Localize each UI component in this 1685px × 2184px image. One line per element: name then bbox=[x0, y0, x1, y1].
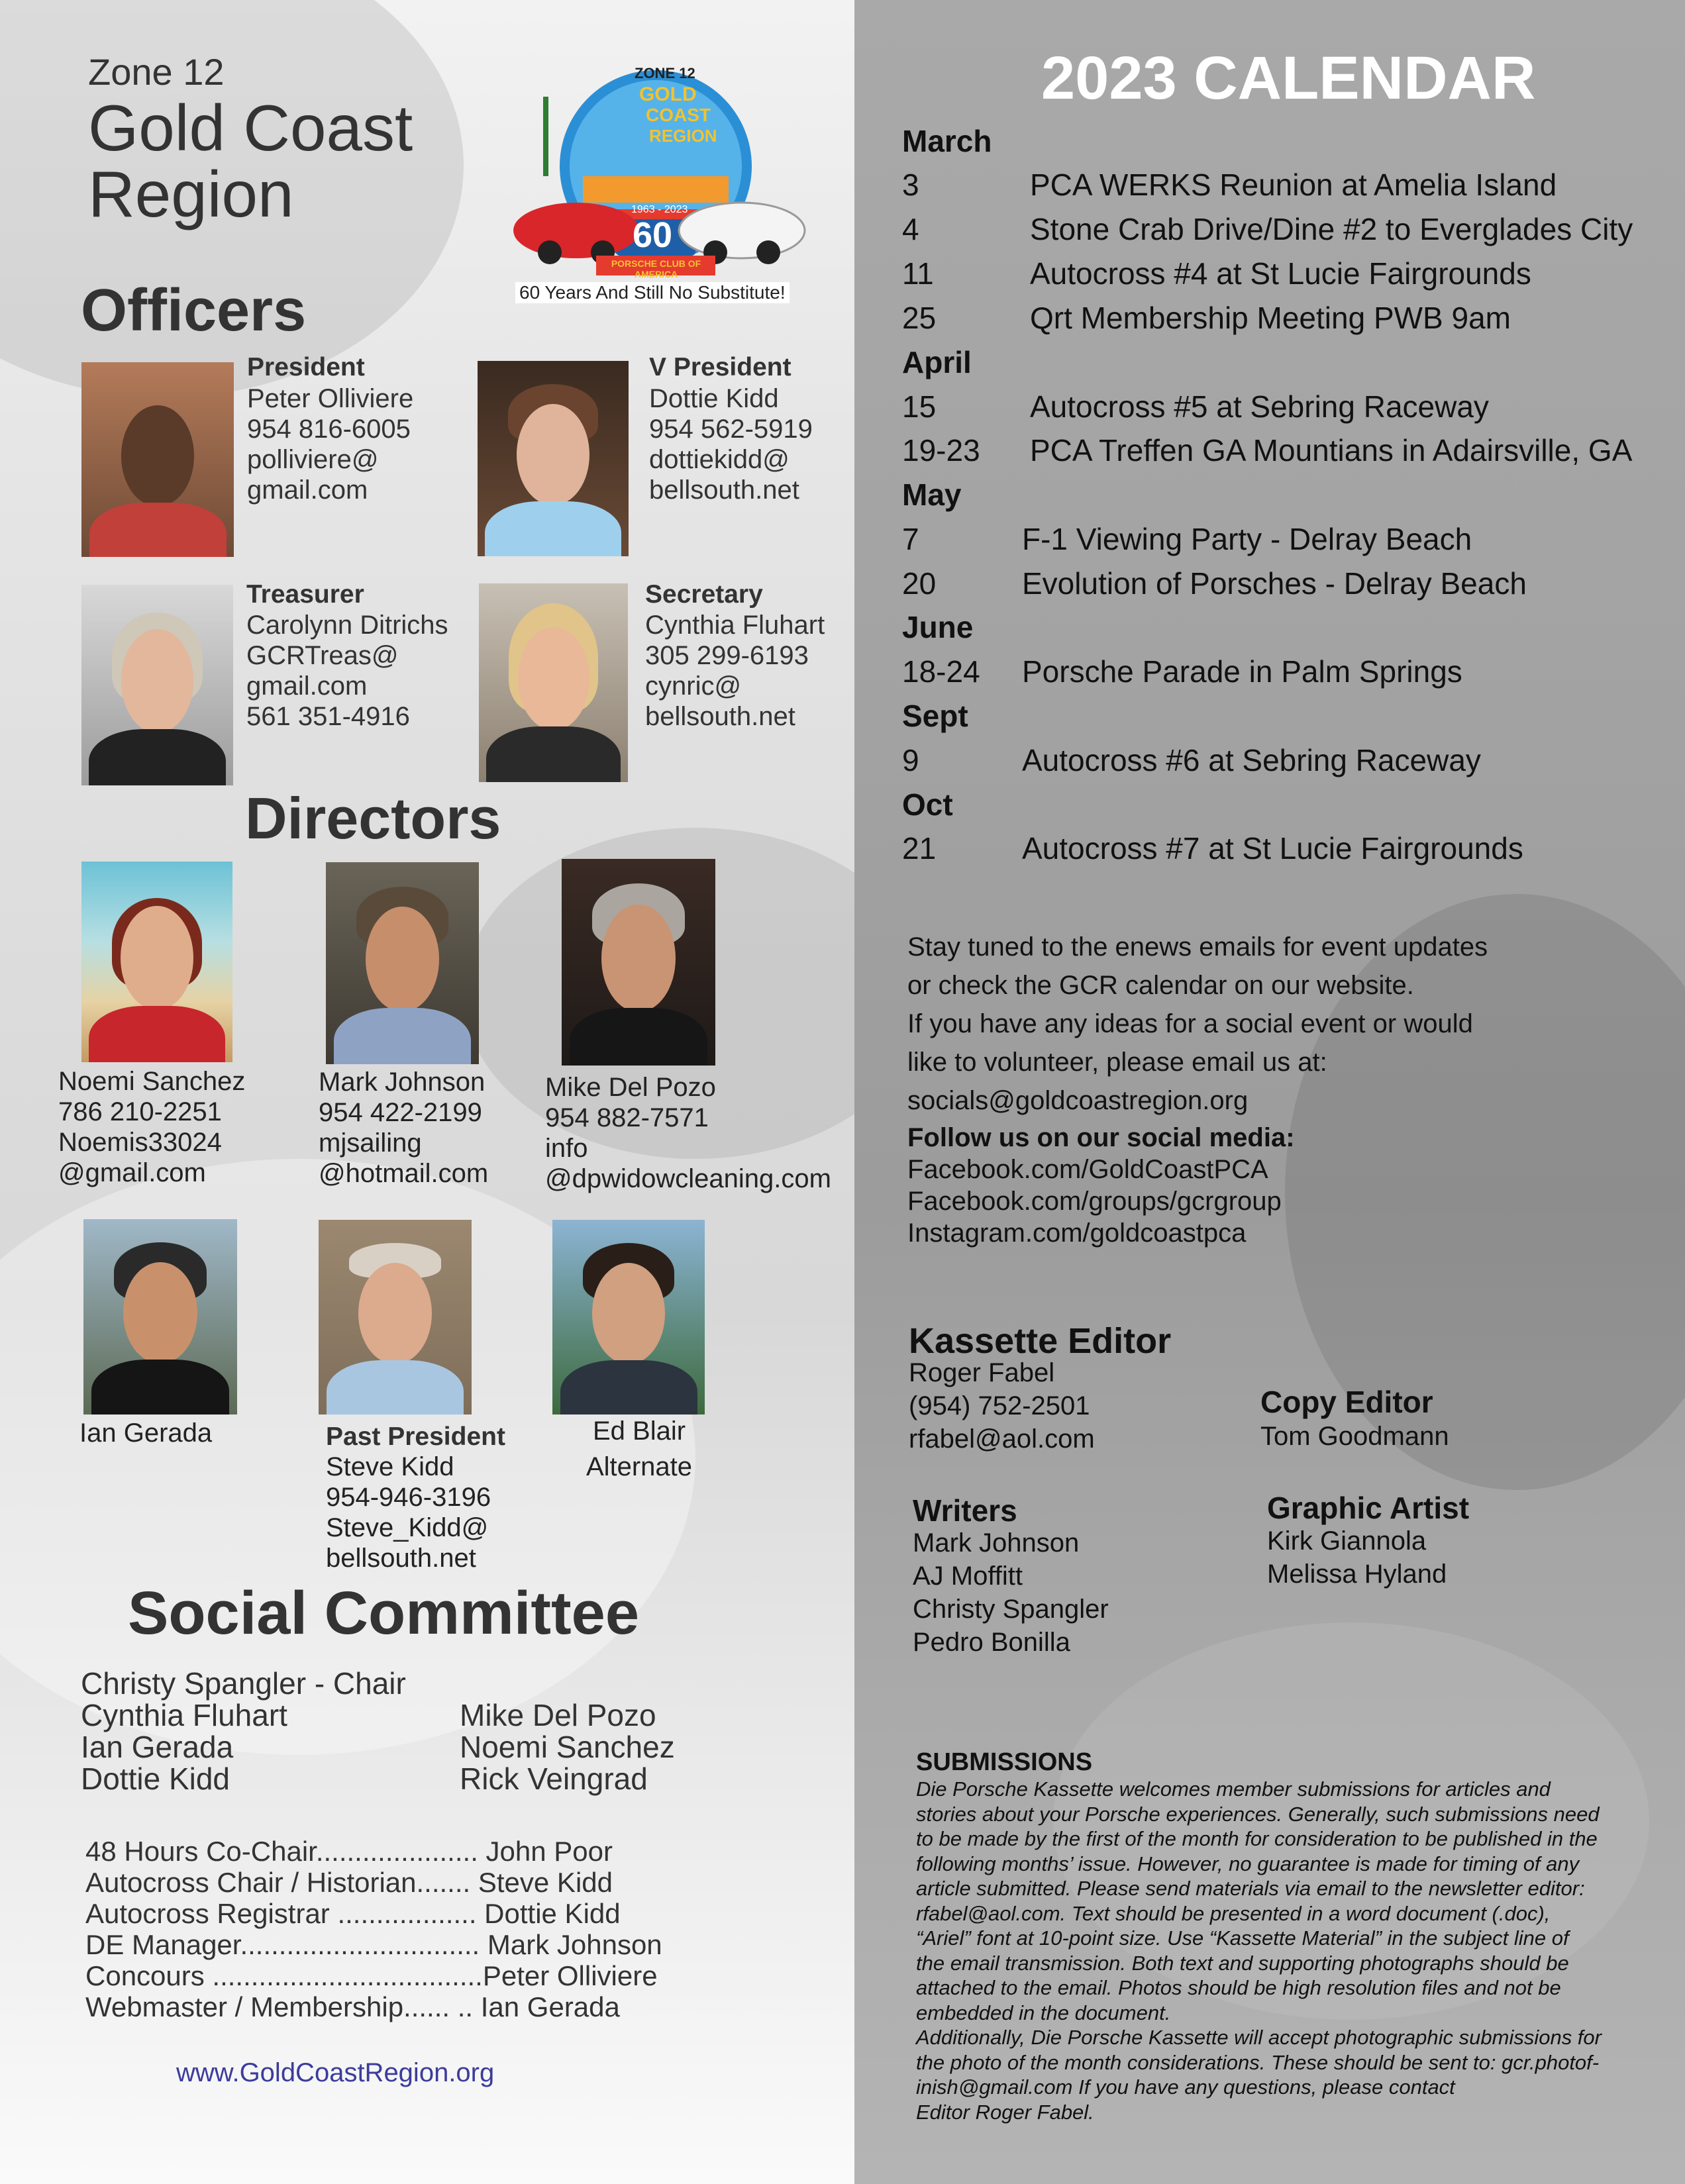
director-ed-name: Ed Blair bbox=[592, 1416, 686, 1446]
event-date: 15 bbox=[902, 389, 937, 424]
social-committee-col1 bbox=[81, 1667, 406, 1795]
director-noemi-email-domain: @gmail.com bbox=[58, 1158, 206, 1187]
writer-name: Pedro Bonilla bbox=[913, 1628, 1070, 1657]
calendar-title: 2023 CALENDAR bbox=[1041, 44, 1536, 112]
directors-heading: Directors bbox=[245, 785, 501, 851]
treasurer-phone: 561 351-4916 bbox=[246, 702, 410, 731]
logo-years-text: 1963 - 2023 bbox=[631, 204, 688, 215]
info-line: like to volunteer, please email us at: bbox=[907, 1048, 1327, 1077]
logo-zone-text: ZONE 12 bbox=[635, 65, 695, 81]
committee-role-line: DE Manager............................... Mark Johnson bbox=[85, 1929, 662, 1960]
social-media-block bbox=[907, 1122, 1295, 1249]
event-date: 18-24 bbox=[902, 654, 980, 689]
event-title: Autocross #4 at St Lucie Fairgrounds bbox=[1030, 256, 1531, 291]
director-mike-name: Mike Del Pozo bbox=[545, 1073, 716, 1102]
director-mike-details bbox=[545, 1072, 831, 1194]
president-name: Peter Olliviere bbox=[247, 384, 414, 413]
submissions-line: Additionally, Die Porsche Kassette will accept photographic submissions for bbox=[916, 2026, 1602, 2049]
past-president-name: Steve Kidd bbox=[326, 1452, 454, 1481]
submissions-line: embedded in the document. bbox=[916, 2001, 1171, 2024]
event-title: Stone Crab Drive/Dine #2 to Everglades City bbox=[1030, 212, 1633, 246]
submissions-line: Editor Roger Fabel. bbox=[916, 2100, 1094, 2124]
president-phone: 954 816-6005 bbox=[247, 415, 411, 444]
director-mike-shirt bbox=[570, 1008, 708, 1066]
treasurer-face bbox=[121, 629, 194, 734]
event-date: 3 bbox=[902, 168, 919, 202]
director-mark-photo bbox=[326, 862, 479, 1064]
past-president-email-domain: bellsouth.net bbox=[326, 1544, 476, 1573]
vice-president-role: V President bbox=[649, 353, 791, 381]
committee-roles-list bbox=[85, 1836, 662, 2022]
secretary-name: Cynthia Fluhart bbox=[645, 611, 825, 640]
writers-list bbox=[913, 1526, 1109, 1659]
president-shirt bbox=[89, 503, 227, 557]
graphic-artist-list bbox=[1267, 1524, 1447, 1591]
event-title: PCA Treffen GA Mountians in Adairsville, GA bbox=[1030, 433, 1633, 468]
director-noemi-shirt bbox=[89, 1006, 225, 1062]
kassette-editor-name: Roger Fabel bbox=[909, 1358, 1055, 1387]
calendar-month-sept: Sept bbox=[902, 699, 968, 733]
director-ian-shirt bbox=[91, 1360, 230, 1415]
zone-label: Zone 12 bbox=[88, 51, 225, 93]
event-title: Autocross #5 at Sebring Raceway bbox=[1030, 389, 1489, 424]
logo-tagline: 60 Years And Still No Substitute! bbox=[515, 282, 790, 303]
director-ed-details bbox=[570, 1416, 709, 1482]
treasurer-email-domain: gmail.com bbox=[246, 671, 368, 701]
treasurer-details bbox=[246, 610, 448, 732]
vice-president-email-user: dottiekidd@ bbox=[649, 445, 790, 474]
director-ian-face bbox=[123, 1262, 197, 1364]
director-noemi-email-user: Noemis33024 bbox=[58, 1128, 222, 1157]
event-title: Autocross #7 at St Lucie Fairgrounds bbox=[1022, 831, 1523, 866]
submissions-line: inish@gmail.com If you have any questions, please contact bbox=[916, 2075, 1455, 2099]
logo-banner-text: PORSCHE CLUB OF AMERICA bbox=[611, 258, 701, 279]
past-president-email-user: Steve_Kidd@ bbox=[326, 1513, 489, 1542]
president-photo bbox=[81, 362, 234, 557]
director-mark-face bbox=[366, 907, 439, 1012]
submissions-line: the photo of the month considerations. These should be sent to: gcr.photof- bbox=[916, 2050, 1600, 2074]
treasurer-email-user: GCRTreas@ bbox=[246, 641, 399, 670]
submissions-line: the email transmission. Both text and supporting photographs should be bbox=[916, 1951, 1569, 1975]
submissions-line: “Ariel” font at 10-point size. Use “Kassette Material” in the subject line of bbox=[916, 1926, 1569, 1950]
director-ed-photo bbox=[552, 1220, 705, 1415]
info-line: If you have any ideas for a social event or would bbox=[907, 1009, 1473, 1038]
director-mark-email-user: mjsailing bbox=[319, 1128, 422, 1158]
treasurer-shirt bbox=[89, 729, 225, 785]
president-face bbox=[121, 405, 194, 507]
logo-gold-text: GOLD bbox=[639, 83, 697, 105]
committee-role-line: Concours ...................................Peter Olliviere bbox=[85, 1960, 658, 1991]
right-panel bbox=[854, 0, 1685, 2184]
event-title: Autocross #6 at Sebring Raceway bbox=[1022, 743, 1481, 777]
committee-member: Ian Gerada bbox=[81, 1730, 234, 1764]
president-email-domain: gmail.com bbox=[247, 475, 368, 505]
director-mark-phone: 954 422-2199 bbox=[319, 1098, 482, 1127]
event-date: 25 bbox=[902, 301, 937, 335]
socials-email-link[interactable]: socials@goldcoastregion.org bbox=[907, 1086, 1249, 1115]
calendar-month-oct: Oct bbox=[902, 787, 953, 822]
president-email-user: polliviere@ bbox=[247, 445, 379, 474]
director-mike-photo bbox=[562, 859, 715, 1066]
calendar-month-march: March bbox=[902, 124, 992, 158]
vice-president-phone: 954 562-5919 bbox=[649, 415, 813, 444]
director-mike-email-domain: @dpwidowcleaning.com bbox=[545, 1164, 831, 1193]
logo-sixty-text: 60 bbox=[633, 215, 673, 255]
event-date: 19-23 bbox=[902, 433, 980, 468]
treasurer-photo bbox=[81, 585, 233, 785]
vice-president-shirt bbox=[485, 501, 621, 556]
president-details bbox=[247, 383, 413, 505]
submissions-body bbox=[916, 1777, 1671, 2124]
submissions-line: stories about your Porsche experiences. Generally, such submissions need bbox=[916, 1802, 1600, 1826]
writer-name: Mark Johnson bbox=[913, 1528, 1080, 1558]
submissions-line: following months’ issue. However, no guarantee is made for timing of any bbox=[916, 1852, 1580, 1875]
region-title-line1: Gold Coast bbox=[88, 91, 413, 164]
secretary-details bbox=[645, 610, 825, 732]
submissions-line: Die Porsche Kassette welcomes member submissions for articles and bbox=[916, 1777, 1551, 1801]
social-committee-heading: Social Committee bbox=[128, 1579, 639, 1647]
director-ian-name: Ian Gerada bbox=[79, 1418, 213, 1448]
director-mark-details bbox=[319, 1067, 488, 1189]
president-role: President bbox=[247, 353, 365, 381]
director-ed-role: Alternate bbox=[586, 1452, 693, 1481]
event-title: Porsche Parade in Palm Springs bbox=[1022, 654, 1462, 689]
committee-member: Mike Del Pozo bbox=[460, 1698, 656, 1732]
logo-coast-text: COAST bbox=[646, 105, 711, 125]
committee-member: Cynthia Fluhart bbox=[81, 1698, 287, 1732]
officers-heading: Officers bbox=[81, 277, 307, 344]
submissions-line: to be made by the first of the month for consideration to be published in the bbox=[916, 1827, 1598, 1850]
graphic-artist-name: Melissa Hyland bbox=[1267, 1560, 1447, 1589]
logo-region-text: REGION bbox=[649, 126, 717, 146]
kassette-editor-phone: (954) 752-2501 bbox=[909, 1391, 1090, 1420]
treasurer-name: Carolynn Ditrichs bbox=[246, 611, 448, 640]
copy-editor-heading: Copy Editor bbox=[1260, 1385, 1433, 1419]
event-date: 21 bbox=[902, 831, 937, 866]
writer-name: Christy Spangler bbox=[913, 1595, 1109, 1624]
past-president-role: Past President bbox=[326, 1422, 505, 1451]
social-committee-col2 bbox=[460, 1699, 675, 1795]
director-mark-name: Mark Johnson bbox=[319, 1067, 485, 1097]
director-ian-photo bbox=[83, 1219, 237, 1415]
submissions-line: article submitted. Please send materials via email to the newsletter editor: bbox=[916, 1877, 1585, 1900]
club-logo bbox=[503, 57, 808, 309]
committee-member: Christy Spangler - Chair bbox=[81, 1666, 406, 1701]
director-mark-email-domain: @hotmail.com bbox=[319, 1159, 489, 1188]
committee-member: Rick Veingrad bbox=[460, 1762, 648, 1796]
instagram-link[interactable]: Instagram.com/goldcoastpca bbox=[907, 1218, 1247, 1248]
secretary-email-domain: bellsouth.net bbox=[645, 702, 795, 731]
submissions-heading: SUBMISSIONS bbox=[916, 1748, 1093, 1776]
graphic-artist-name: Kirk Giannola bbox=[1267, 1526, 1427, 1556]
director-ed-shirt bbox=[560, 1360, 697, 1415]
kassette-editor-details bbox=[909, 1356, 1095, 1456]
website-link[interactable]: www.GoldCoastRegion.org bbox=[176, 2058, 495, 2087]
submissions-line: rfabel@aol.com. Text should be presented in a word document (.doc), bbox=[916, 1901, 1551, 1925]
event-date: 9 bbox=[902, 743, 919, 777]
vice-president-details bbox=[649, 383, 813, 505]
secretary-phone: 305 299-6193 bbox=[645, 641, 809, 670]
event-title: Evolution of Porsches - Delray Beach bbox=[1022, 566, 1527, 601]
director-noemi-details bbox=[58, 1066, 245, 1188]
calendar-month-june: June bbox=[902, 610, 974, 644]
facebook-group-link[interactable]: Facebook.com/groups/gcrgroup bbox=[907, 1187, 1282, 1216]
info-line: or check the GCR calendar on our website. bbox=[907, 971, 1414, 1000]
social-media-heading: Follow us on our social media: bbox=[907, 1123, 1295, 1152]
info-line: Stay tuned to the enews emails for event updates bbox=[907, 932, 1488, 962]
secretary-shirt bbox=[486, 726, 621, 782]
event-date: 20 bbox=[902, 566, 937, 601]
director-noemi-phone: 786 210-2251 bbox=[58, 1097, 222, 1126]
director-noemi-face bbox=[121, 906, 193, 1011]
director-mike-face bbox=[601, 905, 675, 1012]
region-title-line2: Region bbox=[88, 158, 294, 230]
director-ed-face bbox=[592, 1263, 665, 1364]
copy-editor-name: Tom Goodmann bbox=[1260, 1422, 1449, 1451]
info-block bbox=[907, 928, 1488, 1120]
committee-member: Dottie Kidd bbox=[81, 1762, 230, 1796]
event-title: F-1 Viewing Party - Delray Beach bbox=[1022, 522, 1472, 556]
committee-member: Noemi Sanchez bbox=[460, 1730, 675, 1764]
event-date: 7 bbox=[902, 522, 919, 556]
director-mark-shirt bbox=[334, 1008, 472, 1064]
director-noemi-name: Noemi Sanchez bbox=[58, 1067, 246, 1096]
past-president-details bbox=[326, 1452, 491, 1573]
past-president-shirt bbox=[327, 1360, 464, 1415]
calendar-month-april: April bbox=[902, 345, 972, 379]
event-date: 4 bbox=[902, 212, 919, 246]
vice-president-name: Dottie Kidd bbox=[649, 384, 779, 413]
committee-role-line: 48 Hours Co-Chair..................... John Poor bbox=[85, 1836, 613, 1867]
calendar-month-may: May bbox=[902, 477, 962, 512]
secretary-role: Secretary bbox=[645, 580, 763, 609]
committee-role-line: Autocross Registrar .................. Dottie Kidd bbox=[85, 1898, 621, 1929]
vice-president-face bbox=[517, 404, 589, 505]
committee-role-line: Autocross Chair / Historian....... Steve Kidd bbox=[85, 1867, 613, 1898]
event-date: 11 bbox=[902, 256, 934, 291]
director-noemi-photo bbox=[81, 862, 232, 1062]
kassette-editor-heading: Kassette Editor bbox=[909, 1321, 1172, 1361]
submissions-line: attached to the email. Photos should be high resolution files and not be bbox=[916, 1976, 1561, 1999]
vice-president-email-domain: bellsouth.net bbox=[649, 475, 799, 505]
past-president-face bbox=[358, 1263, 432, 1364]
writer-name: AJ Moffitt bbox=[913, 1562, 1023, 1591]
treasurer-role: Treasurer bbox=[246, 580, 364, 609]
committee-role-line: Webmaster / Membership...... .. Ian Gerada bbox=[85, 1991, 620, 2022]
event-title: PCA WERKS Reunion at Amelia Island bbox=[1030, 168, 1557, 202]
graphic-artist-heading: Graphic Artist bbox=[1267, 1491, 1470, 1525]
director-mike-phone: 954 882-7571 bbox=[545, 1103, 709, 1132]
secretary-face bbox=[518, 627, 589, 730]
past-president-photo bbox=[319, 1220, 472, 1415]
vice-president-photo bbox=[478, 361, 629, 556]
writers-heading: Writers bbox=[913, 1493, 1017, 1528]
secretary-photo bbox=[479, 583, 628, 782]
kassette-editor-email: rfabel@aol.com bbox=[909, 1424, 1095, 1454]
facebook-page-link[interactable]: Facebook.com/GoldCoastPCA bbox=[907, 1155, 1268, 1184]
event-title: Qrt Membership Meeting PWB 9am bbox=[1030, 301, 1511, 335]
secretary-email-user: cynric@ bbox=[645, 671, 742, 701]
past-president-phone: 954-946-3196 bbox=[326, 1483, 491, 1512]
director-mike-email-user: info bbox=[545, 1134, 588, 1163]
